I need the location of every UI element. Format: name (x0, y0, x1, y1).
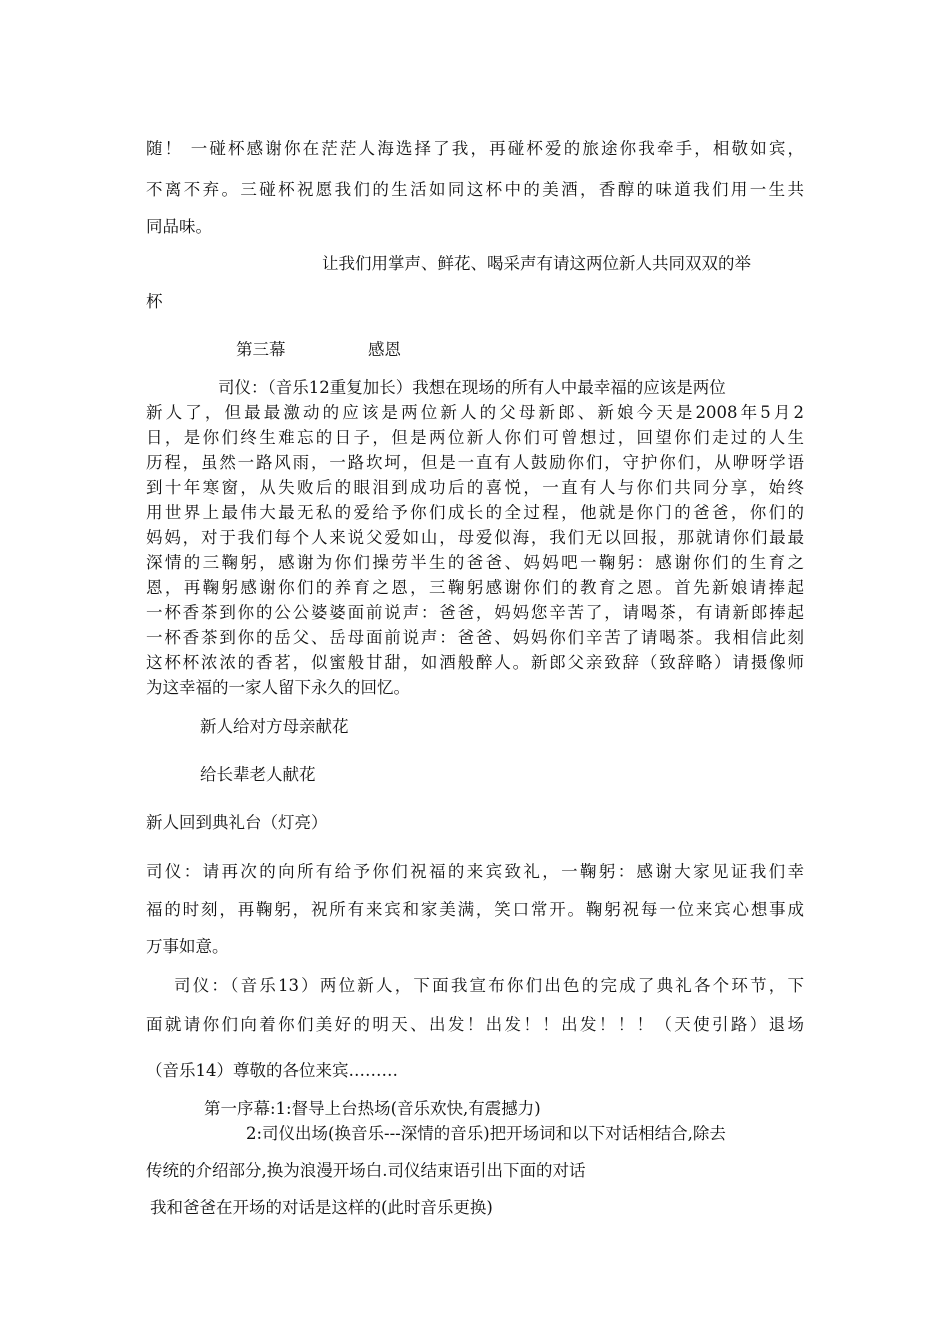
text-line: 一杯香茶到你的岳父、岳母面前说声：爸爸、妈妈你们辛苦了请喝茶。我相信此刻 (146, 628, 804, 647)
text-line: 让我们用掌声、鲜花、喝采声有请这两位新人共同双双的举 (322, 254, 751, 273)
text-line: 日，是你们终生难忘的日子，但是两位新人你们可曾想过，回望你们走过的人生 (146, 428, 804, 447)
text-line: 到十年寒窗，从失败后的眼泪到成功后的喜悦，一直有人与你们共同分享，始终 (146, 478, 804, 497)
text-line: 历程，虽然一路风雨，一路坎坷，但是一直有人鼓励你们，守护你们，从咿呀学语 (146, 453, 804, 472)
text-line: 我和爸爸在开场的对话是这样的(此时音乐更换) (150, 1198, 493, 1217)
text-line: 为这幸福的一家人留下永久的回忆。 (146, 678, 410, 697)
text-line: 同品味。 (146, 217, 212, 236)
text-line: 一杯香茶到你的公公婆婆面前说声：爸爸，妈妈您辛苦了，请喝茶，有请新郎捧起 (146, 603, 804, 622)
text-line: 恩，再鞠躬感谢你们的养育之恩，三鞠躬感谢你们的教育之恩。首先新娘请捧起 (146, 578, 804, 597)
text-line: 面就请你们向着你们美好的明天、出发！出发！！出发！！！（天使引路）退场 (146, 1015, 804, 1034)
text-line: 杯 (146, 292, 163, 311)
text-line: 第一序幕:1:督导上台热场(音乐欢快,有震撼力) (204, 1099, 541, 1118)
text-line: 这杯杯浓浓的香茗，似蜜般甘甜，如酒般醉人。新郎父亲致辞（致辞略）请摄像师 (146, 653, 804, 672)
text-line: 深情的三鞠躬，感谢为你们操劳半生的爸爸、妈妈吧一鞠躬：感谢你们的生育之 (146, 553, 804, 572)
text-line: 万事如意。 (146, 937, 229, 956)
text-line: 新人回到典礼台（灯亮） (146, 813, 328, 832)
text-line: 妈妈，对于我们每个人来说父爱如山，母爱似海，我们无以回报，那就请你们最最 (146, 528, 804, 547)
text-line: 随！ 一碰杯感谢你在茫茫人海选择了我，再碰杯爱的旅途你我牵手，相敬如宾， (146, 139, 804, 158)
text-line: （音乐14）尊敬的各位来宾……… (146, 1061, 398, 1080)
text-line: 司仪：（音乐13）两位新人，下面我宣布你们出色的完成了典礼各个环节，下 (174, 976, 804, 995)
text-line: 2:司仪出场(换音乐---深情的音乐)把开场词和以下对话相结合,除去 (246, 1124, 726, 1143)
text-line: 不离不弃。三碰杯祝愿我们的生活如同这杯中的美酒，香醇的味道我们用一生共 (146, 180, 804, 199)
text-line: 传统的介绍部分,换为浪漫开场白.司仪结束语引出下面的对话 (146, 1161, 586, 1180)
text-line: 新人了，但最最激动的应该是两位新人的父母新郎、新娘今天是2008年5月2 (146, 403, 804, 422)
text-line: 给长辈老人献花 (200, 765, 316, 784)
section-heading: 第三幕 感恩 (236, 340, 401, 359)
text-line: 新人给对方母亲献花 (200, 717, 349, 736)
text-line: 用世界上最伟大最无私的爱给予你们成长的全过程，他就是你门的爸爸，你们的 (146, 503, 804, 522)
text-line: 司仪：（音乐12重复加长）我想在现场的所有人中最幸福的应该是两位 (218, 378, 726, 397)
text-line: 司仪：请再次的向所有给予你们祝福的来宾致礼，一鞠躬：感谢大家见证我们幸 (146, 862, 804, 881)
text-line: 福的时刻，再鞠躬，祝所有来宾和家美满，笑口常开。鞠躬祝每一位来宾心想事成 (146, 900, 804, 919)
